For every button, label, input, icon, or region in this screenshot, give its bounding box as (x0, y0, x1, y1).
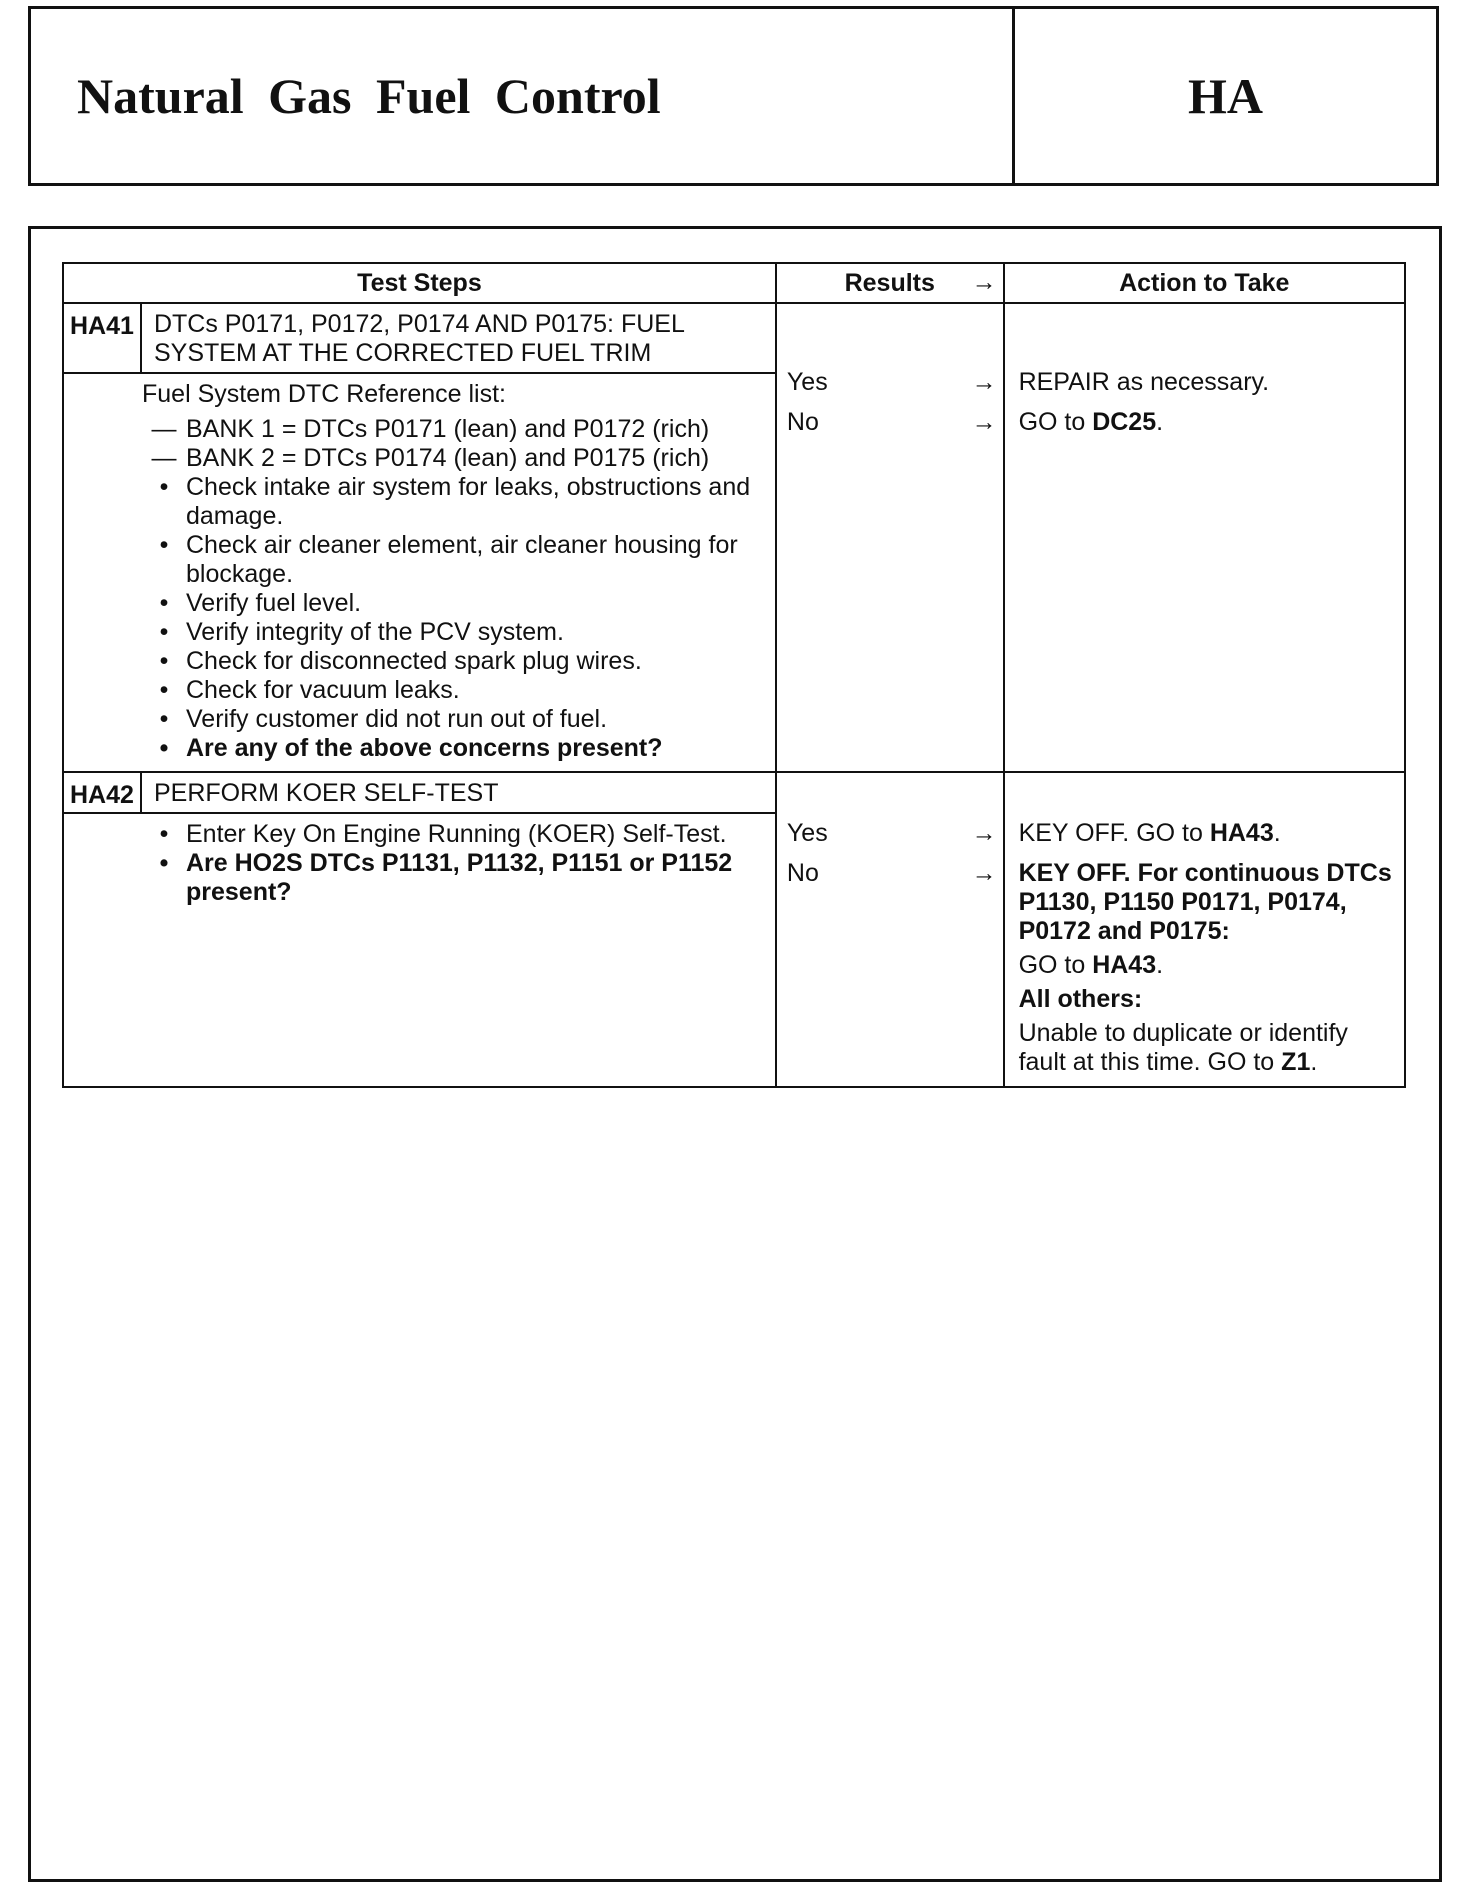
bullet-icon: • (159, 734, 169, 762)
arrow-icon: → (971, 408, 997, 436)
bullet-icon: • (159, 849, 169, 877)
results-cell (776, 303, 1004, 772)
step-body (63, 813, 776, 1087)
header-results-arrow: → (971, 268, 997, 296)
result-label: Yes (786, 368, 828, 396)
action-no (1019, 408, 1394, 437)
action-others-label: All others: (1018, 985, 1143, 1013)
arrow-icon: → (971, 819, 997, 847)
action-text: Unable to duplicate or identify fault at this time. GO to (1018, 1019, 1348, 1076)
result-label: Yes (786, 819, 828, 847)
step-body (63, 373, 776, 772)
result-label: No (786, 859, 819, 887)
reference-intro: Fuel System DTC Reference list: (142, 380, 506, 408)
action-others (1019, 1019, 1394, 1077)
bullet-icon: • (159, 618, 169, 646)
action-yes (1019, 819, 1394, 859)
list-item: • Verify customer did not run out of fuel. (142, 705, 765, 734)
header-results-label: Results (844, 268, 935, 297)
dash-icon: — (151, 444, 177, 472)
bullet-icon: • (159, 589, 169, 617)
step-id: HA42 (63, 772, 141, 813)
action-text: KEY OFF. GO to (1018, 819, 1210, 847)
result-no (777, 408, 1003, 448)
bullet-icon: • (159, 531, 169, 559)
result-yes (777, 819, 1003, 859)
result-no (777, 859, 1003, 899)
result-yes (777, 368, 1003, 408)
action-cell (1004, 772, 1405, 1087)
bullet-icon: • (159, 676, 169, 704)
table-header-row (63, 263, 1405, 303)
list-item: — BANK 2 = DTCs P0174 (lean) and P0175 (rich) (142, 444, 765, 473)
page-header (28, 6, 1439, 186)
list-item-question: • Are HO2S DTCs P1131, P1132, P1151 or P1152 present? (142, 849, 765, 907)
list-item: • Enter Key On Engine Running (KOER) Self-Test. (142, 820, 765, 849)
result-label: No (786, 408, 819, 436)
list-item: • Check air cleaner element, air cleaner housing for blockage. (142, 531, 765, 589)
goto-link: Z1 (1281, 1048, 1311, 1076)
action-text: . (1156, 408, 1164, 436)
action-text: . (1273, 819, 1281, 847)
header-action: Action to Take (1004, 263, 1405, 303)
list-item: • Verify fuel level. (142, 589, 765, 618)
bullet-icon: • (159, 647, 169, 675)
header-results (776, 263, 1004, 303)
action-text: GO to (1018, 951, 1093, 979)
action-cell (1004, 303, 1405, 772)
table-row (63, 303, 1405, 373)
results-cell (776, 772, 1004, 1087)
bullet-icon: • (159, 473, 169, 501)
goto-link: DC25 (1092, 408, 1157, 436)
step-title: PERFORM KOER SELF-TEST (141, 772, 776, 813)
goto-link: HA43 (1092, 951, 1157, 979)
step-id: HA41 (63, 303, 141, 373)
action-text: GO to (1018, 408, 1093, 436)
bullet-icon: • (159, 820, 169, 848)
page-title: Natural Gas Fuel Control (31, 9, 1015, 183)
test-steps-table (62, 262, 1406, 1088)
table-row (63, 772, 1405, 813)
goto-link: HA43 (1209, 819, 1274, 847)
list-item: • Check intake air system for leaks, obstructions and damage. (142, 473, 765, 531)
list-item: — BANK 1 = DTCs P0171 (lean) and P0172 (rich) (142, 415, 765, 444)
section-code: HA (1188, 68, 1263, 124)
bullet-icon: • (159, 705, 169, 733)
dash-icon: — (151, 415, 177, 443)
list-item: • Check for vacuum leaks. (142, 676, 765, 705)
action-yes: REPAIR as necessary. (1018, 368, 1270, 396)
list-item: • Verify integrity of the PCV system. (142, 618, 765, 647)
action-no: KEY OFF. For continuous DTCs P1130, P1150 P0171, P0174, P0172 and P0175: (1018, 859, 1392, 945)
arrow-icon: → (971, 368, 997, 396)
action-text: . (1156, 951, 1164, 979)
action-text: . (1310, 1048, 1318, 1076)
arrow-icon: → (971, 859, 997, 887)
step-title: DTCs P0171, P0172, P0174 AND P0175: FUEL SYSTEM AT THE CORRECTED FUEL TRIM (141, 303, 776, 373)
header-test-steps: Test Steps (63, 263, 776, 303)
list-item: • Check for disconnected spark plug wires. (142, 647, 765, 676)
action-no-goto (1019, 951, 1394, 980)
list-item-question: • Are any of the above concerns present? (142, 734, 765, 763)
